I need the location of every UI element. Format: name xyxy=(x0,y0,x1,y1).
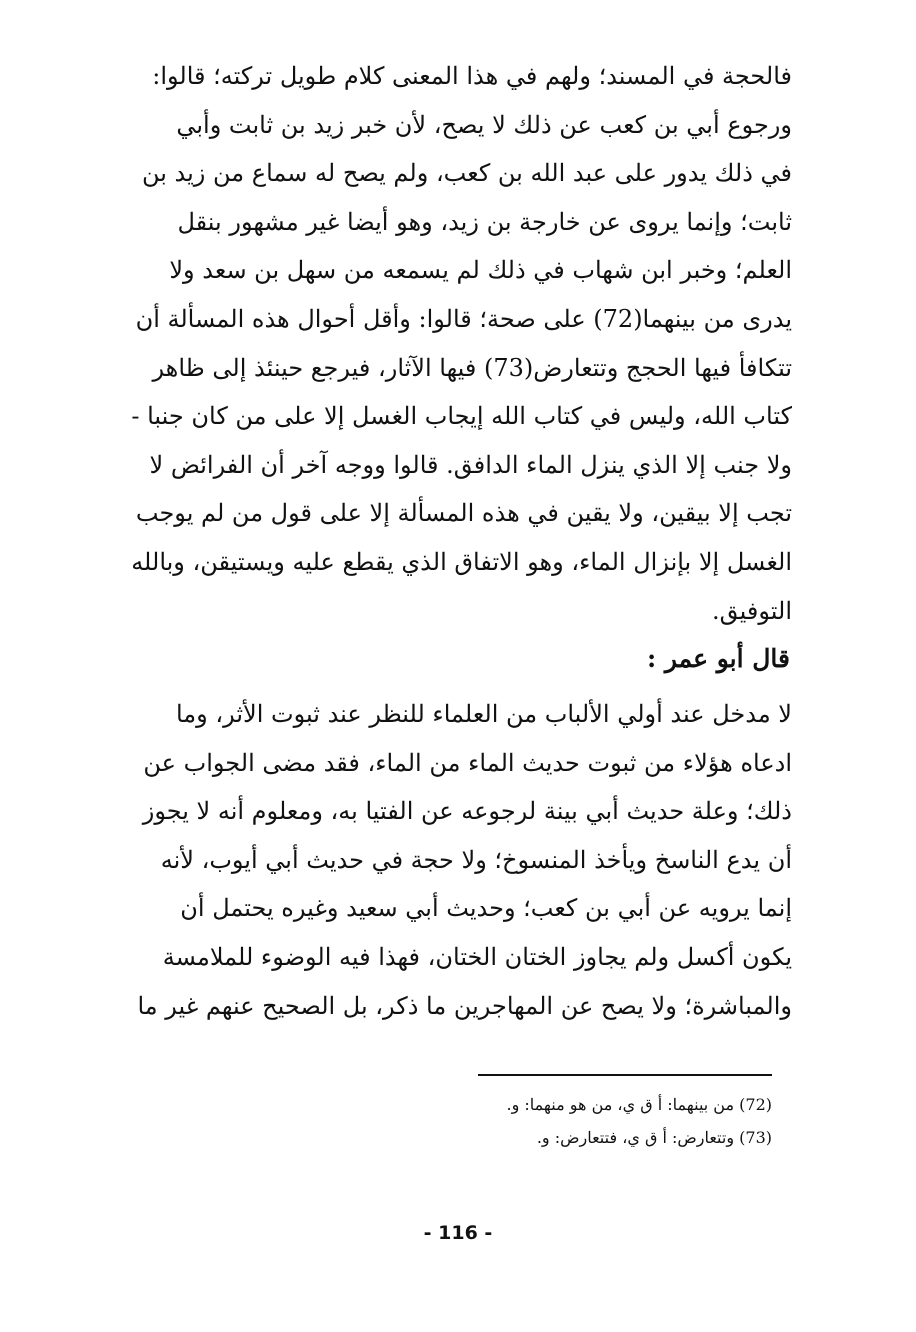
text-line-last: التوفيق. xyxy=(712,596,792,625)
text-line: إنما يرويه عن أبي بن كعب؛ وحديث أبي سعيد وغيره يحتمل أن xyxy=(180,894,792,923)
text-line: فالحجة في المسند؛ ولهم في هذا المعنى كلام طويل تركته؛ قالوا: xyxy=(152,62,792,90)
page-number: - 116 - xyxy=(423,1222,493,1244)
text-line: ورجوع أبي بن كعب عن ذلك لا يصح، لأن خبر زيد بن ثابت وأبي xyxy=(176,110,792,139)
text-line: يدرى من بينهما(72) على صحة؛ قالوا: وأقل أحوال هذه المسألة أن xyxy=(135,304,792,333)
footnotes xyxy=(430,1088,772,1154)
footnote-72: (72) من بينهما: أ ق ي، من هو منهما: و. xyxy=(506,1095,772,1114)
text-line: في ذلك يدور على عبد الله بن كعب، ولم يصح له سماع من زيد بن xyxy=(141,159,792,188)
text-line: تتكافأ فيها الحجج وتتعارض(73) فيها الآثار، فيرجع حينئذ إلى ظاهر xyxy=(152,353,792,382)
text-line: ذلك؛ وعلة حديث أبي بينة لرجوعه عن الفتيا به، ومعلوم أنه لا يجوز xyxy=(142,797,792,826)
text-line: والمباشرة؛ ولا يصح عن المهاجرين ما ذكر، بل الصحيح عنهم غير ما xyxy=(137,991,792,1020)
main-text-block xyxy=(62,52,792,635)
text-line: يكون أكسل ولم يجاوز الختان الختان، فهذا فيه الوضوء للملامسة xyxy=(162,942,792,971)
footnote-73: (73) وتتعارض: أ ق ي، فتتعارض: و. xyxy=(536,1128,772,1147)
text-line: لا مدخل عند أولي الألباب من العلماء للنظر عند ثبوت الأثر، وما xyxy=(175,700,792,728)
footnote-divider xyxy=(478,1074,772,1076)
text-line: الغسل إلا بإنزال الماء، وهو الاتفاق الذي يقطع عليه ويستيقن، وبالله xyxy=(131,547,792,576)
text-line: أن يدع الناسخ ويأخذ المنسوخ؛ ولا حجة في حديث أبي أيوب، لأنه xyxy=(160,845,792,874)
section-heading: قال أبو عمر : xyxy=(646,644,790,673)
text-line: كتاب الله، وليس في كتاب الله إيجاب الغسل إلا على من كان جنبا - xyxy=(131,402,792,431)
second-text-block xyxy=(62,690,792,1030)
text-line: ادعاه هؤلاء من ثبوت حديث الماء من الماء، فقد مضى الجواب عن xyxy=(143,748,792,777)
text-line: ولا جنب إلا الذي ينزل الماء الدافق. قالوا ووجه آخر أن الفرائض لا xyxy=(149,450,792,479)
text-line: ثابت؛ وإنما يروى عن خارجة بن زيد، وهو أيضا غير مشهور بنقل xyxy=(177,207,792,236)
text-line: العلم؛ وخبر ابن شهاب في ذلك لم يسمعه من سهل بن سعد ولا xyxy=(169,256,792,285)
text-line: تجب إلا بيقين، ولا يقين في هذه المسألة إلا على قول من لم يوجب xyxy=(135,499,792,528)
